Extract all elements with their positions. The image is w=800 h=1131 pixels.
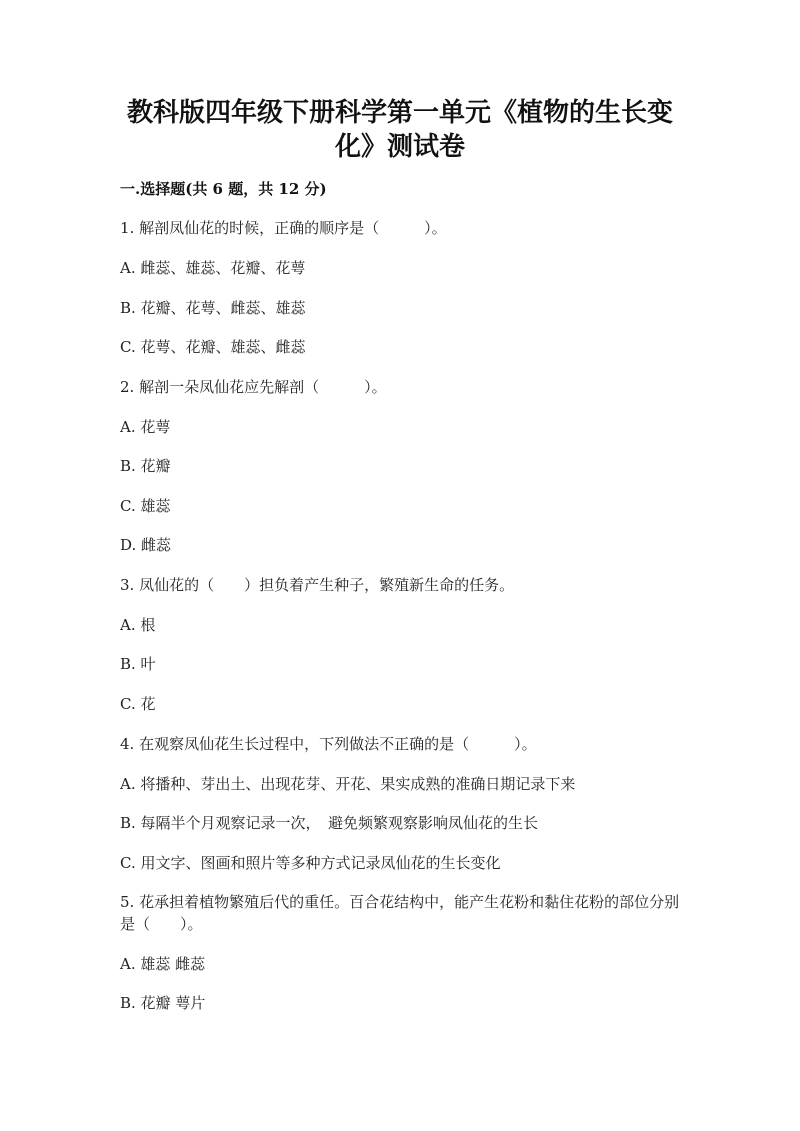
title-line-2: 化》测试卷 xyxy=(334,132,465,162)
question-4-option-c: C. 用文字、图画和照片等多种方式记录凤仙花的生长变化 xyxy=(120,854,501,872)
question-1-option-b: B. 花瓣、花萼、雌蕊、雄蕊 xyxy=(120,299,306,317)
question-5-option-b: B. 花瓣 萼片 xyxy=(120,994,206,1012)
question-2-option-c: C. 雄蕊 xyxy=(120,497,171,515)
question-4-option-a: A. 将播种、芽出土、出现花芽、开花、果实成熟的准确日期记录下来 xyxy=(120,775,576,793)
question-5-option-a: A. 雄蕊 雌蕊 xyxy=(120,955,206,973)
title-line-1: 教科版四年级下册科学第一单元《植物的生长变 xyxy=(126,98,673,128)
question-1-option-a: A. 雌蕊、雄蕊、花瓣、花萼 xyxy=(120,259,306,277)
question-4-option-b: B. 每隔半个月观察记录一次， 避免频繁观察影响凤仙花的生长 xyxy=(120,814,539,832)
question-3: 3. 凤仙花的（ ）担负着产生种子，繁殖新生命的任务。 xyxy=(120,576,515,594)
question-2-option-b: B. 花瓣 xyxy=(120,457,171,475)
question-3-option-a: A. 根 xyxy=(120,616,156,634)
question-2-option-a: A. 花萼 xyxy=(120,418,171,436)
section-heading: 一.选择题(共 6 题，共 12 分) xyxy=(120,180,327,198)
question-1-option-c: C. 花萼、花瓣、雄蕊、雌蕊 xyxy=(120,338,306,356)
question-1: 1. 解剖凤仙花的时候，正确的顺序是（ ）。 xyxy=(120,219,447,237)
question-5: 5. 花承担着植物繁殖后代的重任。百合花结构中，能产生花粉和黏住花粉的部位分别是（ ）。 xyxy=(120,893,680,933)
question-3-option-b: B. 叶 xyxy=(120,655,156,673)
question-2: 2. 解剖一朵凤仙花应先解剖（ ）。 xyxy=(120,378,387,396)
page-title xyxy=(120,96,680,164)
question-3-option-c: C. 花 xyxy=(120,695,156,713)
question-4: 4. 在观察凤仙花生长过程中，下列做法不正确的是（ ）。 xyxy=(120,735,537,753)
question-2-option-d: D. 雌蕊 xyxy=(120,536,172,554)
